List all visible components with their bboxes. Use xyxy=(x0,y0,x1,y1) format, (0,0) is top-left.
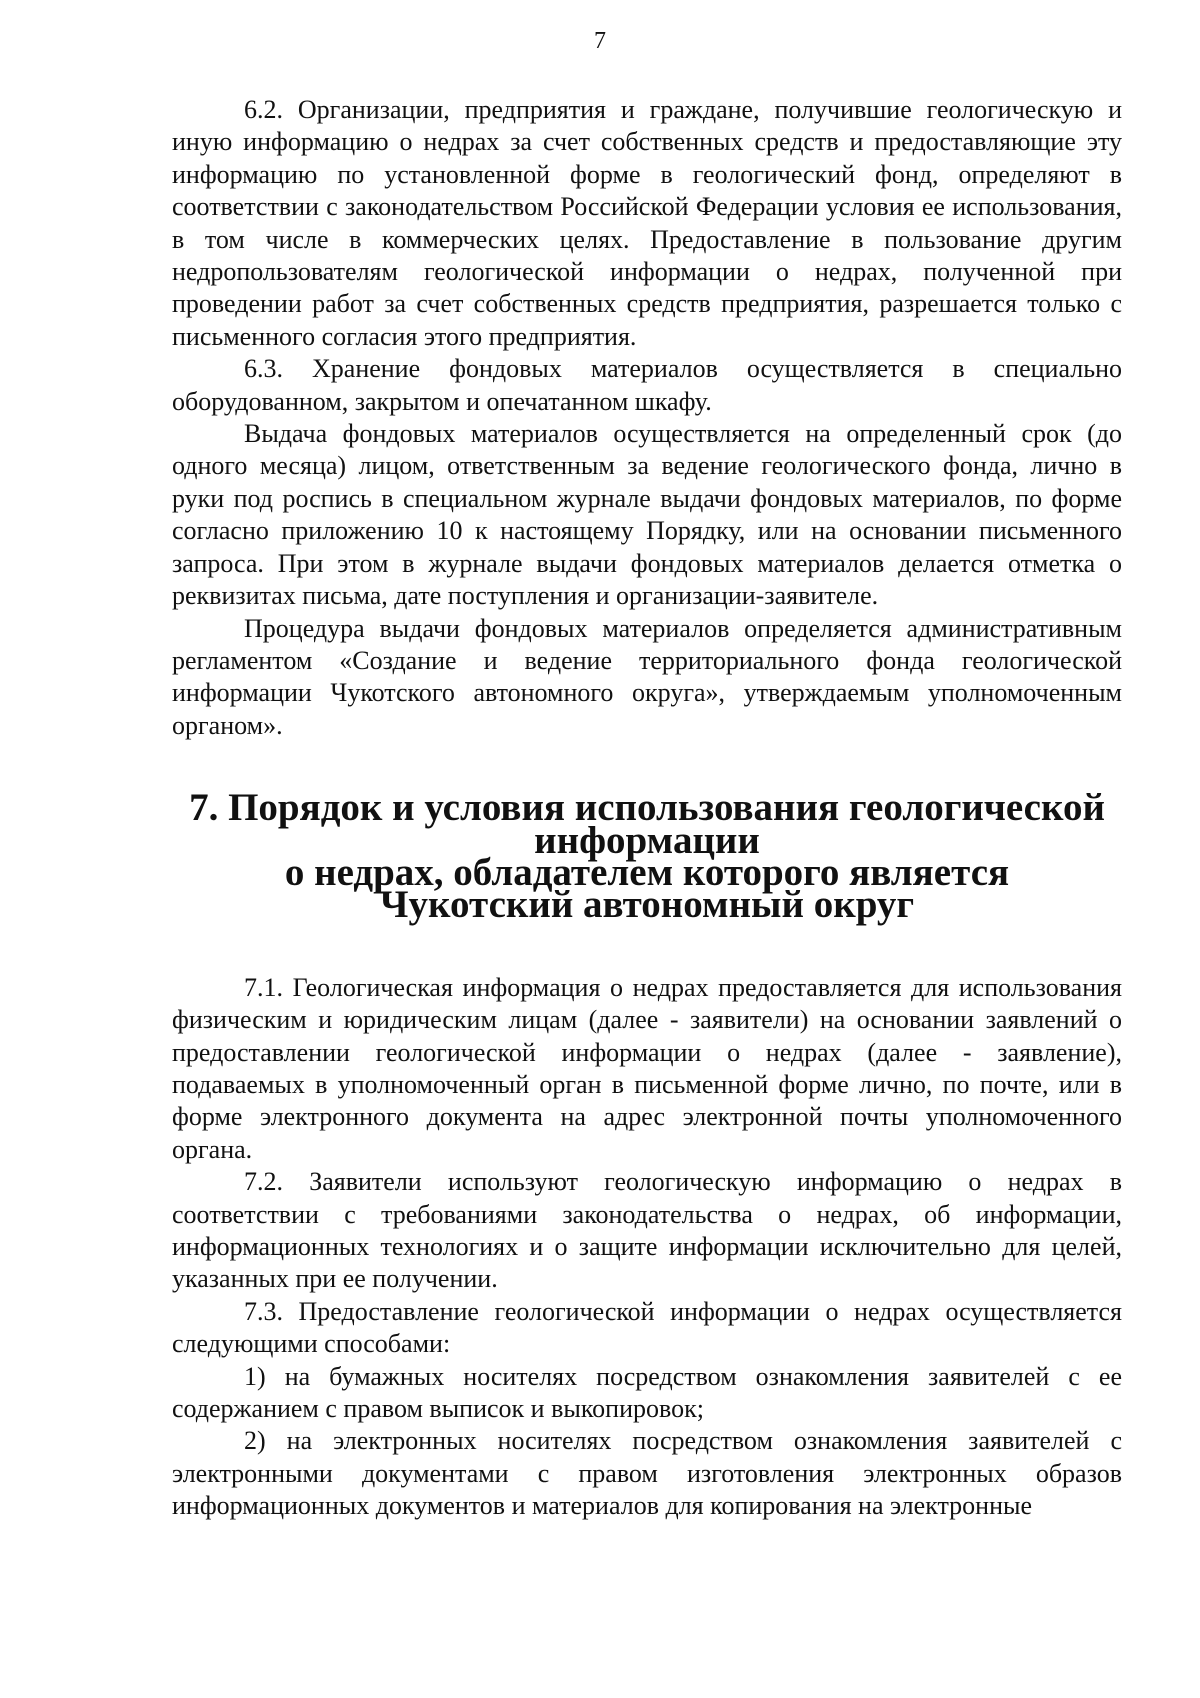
paragraph-issuance: Выдача фондовых материалов осуществляется на определенный срок (до одного месяца) лицом, ответственным за ведение геологического фонда, лично в руки под роспись в специальном журнале выдачи фондовых материалов, по форме согласно приложению 10 к настоящему Порядку, или на основании письменного запроса. При этом в журнале выдачи фондовых материалов делается отметка о реквизитах письма, дате поступления и организации-заявителе. xyxy=(172,419,1122,611)
paragraph-7-1: 7.1. Геологическая информация о недрах предоставляется для использования физическим и юридическим лицам (далее - заявители) на основании заявлений о предоставлении геологической информации о недрах (далее - заявление), подаваемых в уполномоченный орган в письменной форме лично, по почте, или в форме электронного документа на адрес электронной почты уполномоченного органа. xyxy=(172,972,1122,1164)
section-7-heading xyxy=(172,786,1122,927)
paragraph-7-3: 7.3. Предоставление геологической информации о недрах осуществляется следующими способами: xyxy=(172,1296,1122,1359)
paragraph-6-3: 6.3. Хранение фондовых материалов осуществляется в специально оборудованном, закрытом и опечатанном шкафу. xyxy=(172,354,1122,416)
list-item-1: 1) на бумажных носителях посредством ознакомления заявителей с ее содержанием с правом выписок и выкопировок; xyxy=(172,1361,1122,1424)
paragraph-procedure: Процедура выдачи фондовых материалов определяется административным регламентом «Создание и ведение территориального фонда геологической информации Чукотского автономного округа», утверждаемым уполномоченным органом». xyxy=(172,613,1122,740)
page-number: 7 xyxy=(594,28,606,54)
paragraph-7-2: 7.2. Заявители используют геологическую информацию о недрах в соответствии с требованиями законодательства о недрах, об информации, информационных технологиях и о защите информации исключительно для целей, указанных при ее получении. xyxy=(172,1167,1122,1294)
section-7-heading-line-1: 7. Порядок и условия использования геологической информации xyxy=(189,786,1105,862)
document-body xyxy=(172,94,1122,1523)
section-7-heading-line-2: о недрах, обладателем которого является xyxy=(284,850,1010,894)
list-item-2: 2) на электронных носителях посредством ознакомления заявителей с электронными документами с правом изготовления электронных образов информационных документов и материалов для копирования на электронные xyxy=(172,1426,1122,1521)
paragraph-6-2: 6.2. Организации, предприятия и граждане, получившие геологическую и иную информацию о недрах за счет собственных средств и предоставляющие эту информацию по установленной форме в геологический фонд, определяют в соответствии с законодательством Российской Федерации условия ее использования, в том числе в коммерческих целях. Предоставление в пользование другим недропользователям геологической информации о недрах, полученной при проведении работ за счет собственных средств предприятия, разрешается только с письменного согласия этого предприятия. xyxy=(172,95,1122,351)
section-7-heading-line-3: Чукотский автономный округ xyxy=(379,883,915,927)
